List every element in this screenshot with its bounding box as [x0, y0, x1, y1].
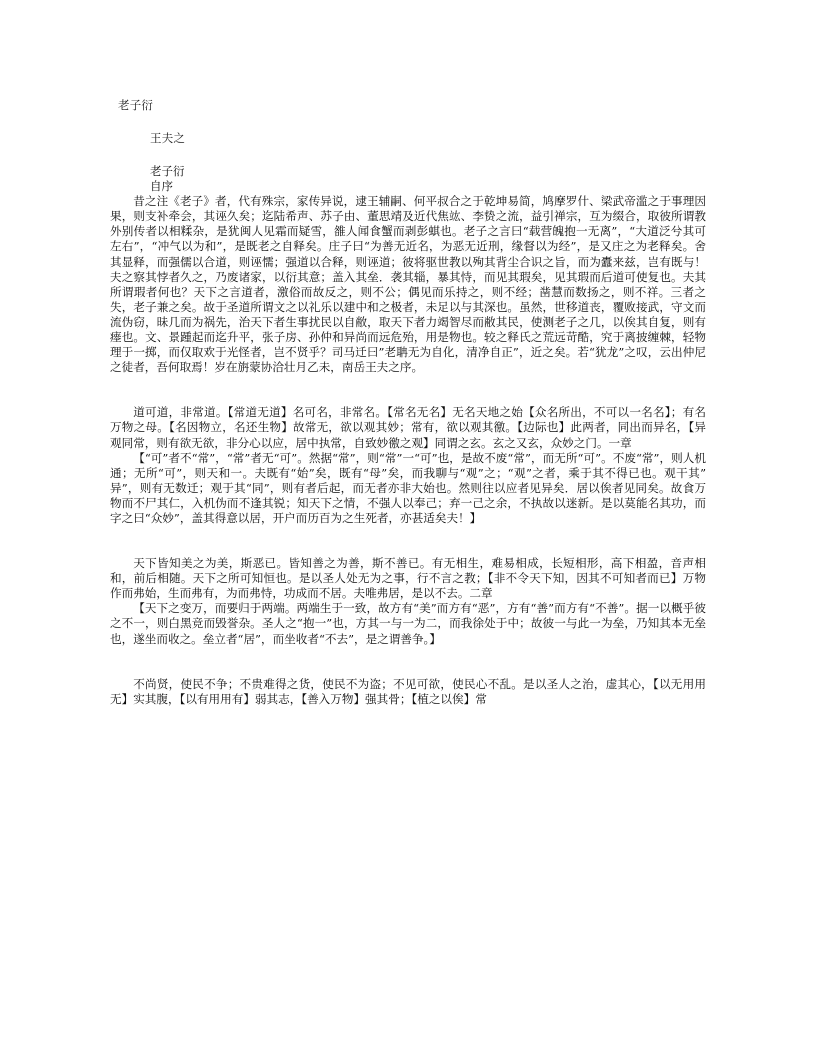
- preface-paragraph: 昔之注《老子》者，代有殊宗，家传异说，逮王辅嗣、何平叔合之于乾坤易简，鸠摩罗什、梁武帝滥之于事理因果，则支补牵会，其诬久矣；迄陆希声、苏子由、董思靖及近代焦竑、李贽之流，益引禅宗，互为缀合，取彼所谓教外别传者以相糅杂，是犹闽人见霜而疑雪，雒人闻食蟹而剥彭蜞也。老子之言曰“载营魄抱一无离”，“大道泛兮其可左右”，“冲气以为和”，是既老之自释矣。庄子曰“为善无近名，为恶无近刑，缘督以为经”，是又庄之为老释矣。舍其显释，而强儒以合道，则诬懦；强道以合释，则诬道；彼将驱世教以殉其背尘合识之旨，而为蠹来兹，岂有既与！夫之察其悖者久之，乃废诸家，以衍其意；盖入其垒．袭其辎，暴其恃，而见其瑕矣，见其瑕而后道可使复也。夫其所谓瑕者何也？天下之言道者，激俗而故反之，则不公；偶见而乐持之，则不经；凿慧而数扬之，则不祥。三者之失，老子兼之矣。故于圣道所谓文之以礼乐以建中和之极者，未足以与其深也。虽然，世移道丧，覆败接武，守文而流伪窃，昧几而为祸先，治天下者生事扰民以自敝，取天下者力竭智尽而敝其民，使测老子之几，以俟其自复，则有瘗也。文、景踵起而迄升平，张子房、孙仲和异尚而远危殆，用是物也。较之释氏之荒远苛酷，究于离披缠棘，轻物理于一掷，而仅取欢于光怪者，岂不贤乎？司马迁曰”老聃无为自化，清净自正”，近之矣。若“犹龙”之叹，云出仲尼之徒者，吾何取焉！岁在旃蒙协洽壮月乙未，南岳王夫之序。: [110, 194, 706, 375]
- spacer: [110, 375, 706, 405]
- spacer: [110, 647, 706, 677]
- chapter-2-scripture: 天下皆知美之为美，斯恶已。皆知善之为善，斯不善已。有无相生，难易相成，长短相形，高下相盈，音声相和，前后相随。天下之所可知恒也。是以圣人处无为之事，行不言之教；【非不令天下知，因其不可知者而已】万物作而弗始，生而弗有，为而弗恃，功成而不居。夫唯弗居，是以不去。二章: [110, 556, 706, 601]
- section-title: 老子衍: [150, 164, 185, 178]
- chapter-1-commentary: 【“可”者不“常”，“常”者无“可”。然据“常”，则“常”一“可”也，是故不废“常”，而无所“可”。不废“常”，则人机通；无所“可”，则天和一。夫既有“始”矣，既有“母”矣，而我聊与“观”之；“观”之者，乘于其不得已也。观干其”异”，则有无数迁；观于其“同”，则有者后起，而无者亦非大始也。然则往以应者见异矣．居以俟者见同矣。故食万物而不尸其仁，入机伪而不逢其锐；知天下之情，不强人以奉己；弃一己之余，不执故以迷新。是以莫能名其功，而字之曰“众妙”，盖其得意以居，开户而历百为之生死者，亦甚适矣夫！】: [110, 450, 706, 525]
- spacer: [110, 526, 706, 556]
- page-title: 老子衍: [118, 98, 154, 112]
- chapter-1-scripture: 道可道，非常道。【常道无道】名可名，非常名。【常名无名】无名天地之始【众名所出，不可以一名名】；有名万物之母。【名因物立，名还生物】故常无，欲以观其妙；常有，欲以观其徼。【边际也】此两者，同出而异名，【异观同常，则有欲无欲，非分心以应，居中执常，自致妙徼之观】同谓之玄。玄之又玄，众妙之门。一章: [110, 405, 706, 450]
- chapter-3-scripture: 不尚贤，使民不争；不贵难得之货，使民不为盗；不见可欲，使民心不乱。是以圣人之治，虚其心，【以无用用无】实其腹，【以有用用有】弱其志，【善入万物】强其骨；【植之以俟】常: [110, 676, 706, 706]
- section-subtitle: 自序: [150, 179, 173, 194]
- document-body: [110, 164, 706, 707]
- chapter-2-commentary: 【天下之变万，而要归于两端。两端生于一致，故方有“美”而方有“恶”，方有“善”而方有“不善”。据一以概乎彼之不一，则白黑竞而毁誉杂。圣人之“抱一”也，方其一与一为二，而我徐处于中；故彼一与此一为垒，乃知其本无垒也，遂坐而收之。垒立者“居”，而坐收者“不去”，是之谓善争。】: [110, 601, 706, 646]
- document-author: 王夫之: [150, 131, 186, 145]
